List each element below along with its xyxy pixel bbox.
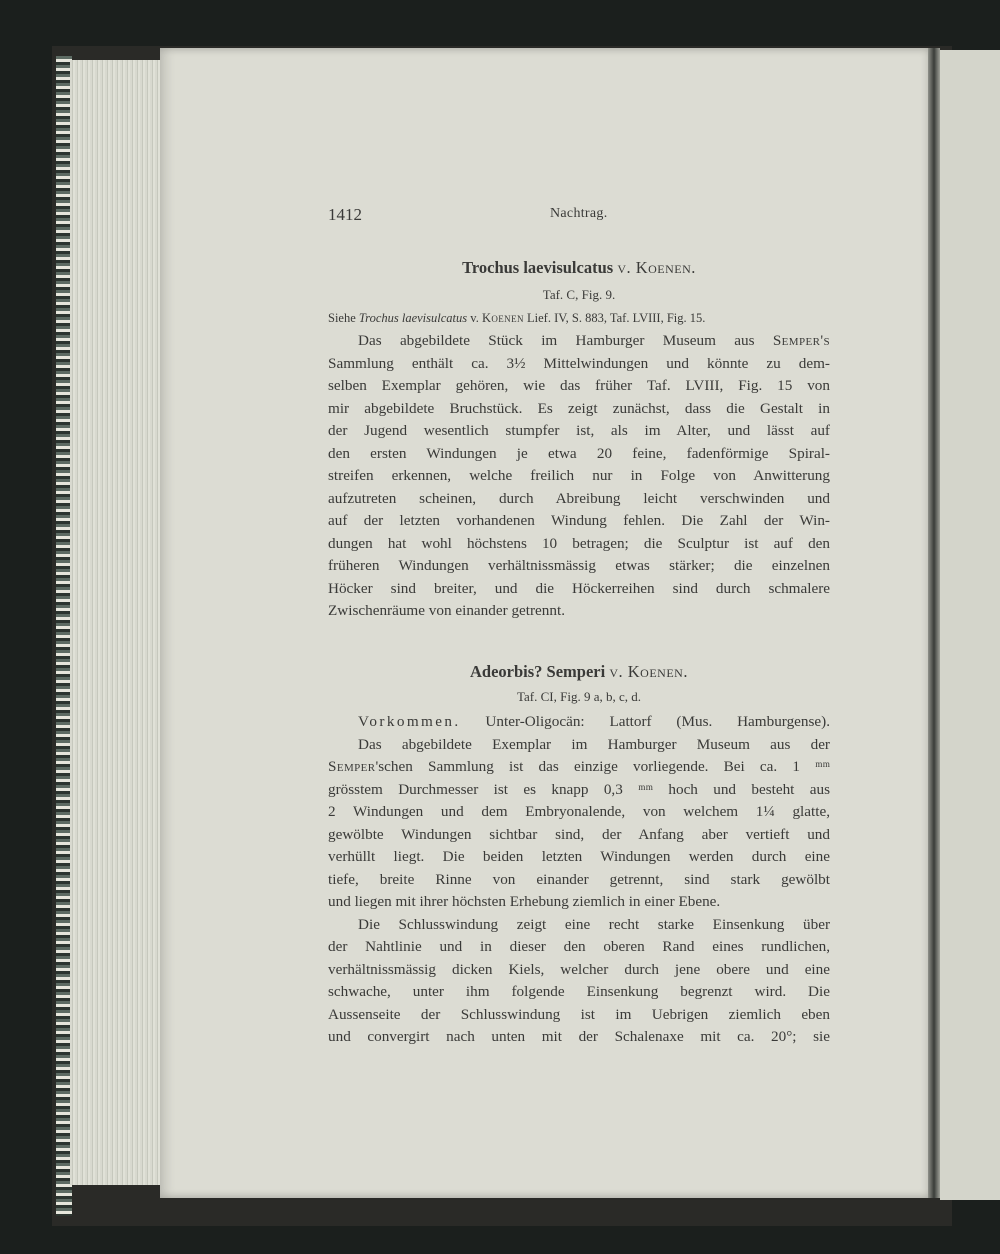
species-1-author: v. Koenen. xyxy=(617,258,696,277)
book-gutter xyxy=(928,48,940,1198)
occurrence-label: Vorkommen. xyxy=(358,713,461,730)
text-line: Die Schlusswindung zeigt eine recht starke Einsenkung über xyxy=(358,915,830,933)
text-line: Sammlung enthält ca. 3½ Mittelwindungen und könnte zu dem- xyxy=(328,354,830,372)
species-1-name: Trochus laevisulcatus xyxy=(462,258,614,277)
text-line: auf der letzten vorhandenen Windung fehlen. Die Zahl der Win- xyxy=(328,512,830,529)
page-number: 1412 xyxy=(328,205,362,224)
species-2-heading xyxy=(328,662,830,682)
see-author-prefix: v. xyxy=(470,311,479,325)
text-line: Zwischenräume von einander getrennt. xyxy=(328,602,566,619)
species-1-plate: Taf. C, Fig. 9. xyxy=(542,287,616,302)
see-author: Koenen xyxy=(481,311,524,325)
text-line: schwache, unter ihm folgende Einsenkung begrenzt wird. Die xyxy=(328,983,830,1000)
species-1-see-also xyxy=(328,311,830,326)
text-line: streifen erkennen, welche freilich nur in Folge von Anwitterung xyxy=(328,467,830,484)
species-2-author: v. Koenen. xyxy=(609,662,688,681)
text-line: Das abgebildete Exemplar im Hamburger Museum aus der xyxy=(358,735,830,753)
species-2-name: Adeorbis? Semperi xyxy=(470,662,606,681)
text-line: grösstem Durchmesser ist es knapp 0,3 ᵐᵐ hoch und besteht aus xyxy=(328,780,830,798)
text-line: selben Exemplar gehören, wie das früher Taf. LVIII, Fig. 15 von xyxy=(328,377,830,394)
text-line: der Jugend wesentlich stumpfer ist, als im Alter, und lässt auf xyxy=(328,422,830,439)
text-line: verhüllt liegt. Die beiden letzten Windungen werden durch eine xyxy=(328,848,830,865)
text-line: Das abgebildete Stück im Hamburger Museum aus Semper's xyxy=(358,332,830,349)
page-stack-edge xyxy=(70,60,166,1185)
see-prefix: Siehe xyxy=(328,311,356,325)
text-line: den ersten Windungen je etwa 20 feine, fadenförmige Spiral- xyxy=(328,444,830,462)
see-species-name: Trochus laevisulcatus xyxy=(358,311,468,325)
species-2-plate: Taf. CI, Fig. 9 a, b, c, d. xyxy=(516,689,641,704)
species-1-heading xyxy=(328,258,830,278)
occurrence-line xyxy=(328,711,830,734)
text-line: dungen hat wohl höchstens 10 betragen; die Sculptur ist auf den xyxy=(328,534,830,552)
text-line: aufzutreten scheinen, durch Abreibung leicht verschwinden und xyxy=(328,489,830,507)
text-line: früheren Windungen verhältnissmässig etwas stärker; die einzelnen xyxy=(328,557,830,574)
species-1-paragraph xyxy=(328,330,830,623)
text-line: tiefe, breite Rinne von einander getrennt, sind stark gewölbt xyxy=(328,870,830,888)
text-line: gewölbte Windungen sichtbar sind, der Anfang aber vertieft und xyxy=(328,825,830,843)
occurrence-text: Unter-Oligocän: Lattorf (Mus. Hamburgense). xyxy=(485,713,831,730)
text-line: Höcker sind breiter, und die Höckerreihen sind durch schmalere xyxy=(328,579,830,597)
facing-page xyxy=(940,50,1000,1200)
text-line: Semper'schen Sammlung ist das einzige vorliegende. Bei ca. 1 ᵐᵐ xyxy=(328,758,830,775)
text-line: 2 Windungen und dem Embryonalende, von welchem 1¼ glatte, xyxy=(328,803,830,820)
text-line: mir abgebildete Bruchstück. Es zeigt zunächst, dass die Gestalt in xyxy=(328,399,830,417)
text-line: und liegen mit ihrer höchsten Erhebung ziemlich in einer Ebene. xyxy=(328,893,721,910)
text-line: der Nahtlinie und in dieser den oberen Rand eines rundlichen, xyxy=(328,938,830,955)
species-2-paragraph-1 xyxy=(328,711,830,1049)
text-line: verhältnissmässig dicken Kiels, welcher durch jene obere und eine xyxy=(328,960,830,978)
see-suffix: Lief. IV, S. 883, Taf. LVIII, Fig. 15. xyxy=(527,311,706,325)
text-line: Aussenseite der Schlusswindung ist im Uebrigen ziemlich eben xyxy=(328,1005,830,1023)
running-head: Nachtrag. xyxy=(550,206,608,221)
text-line: und convergirt nach unten mit der Schalenaxe mit ca. 20°; sie xyxy=(328,1028,830,1045)
